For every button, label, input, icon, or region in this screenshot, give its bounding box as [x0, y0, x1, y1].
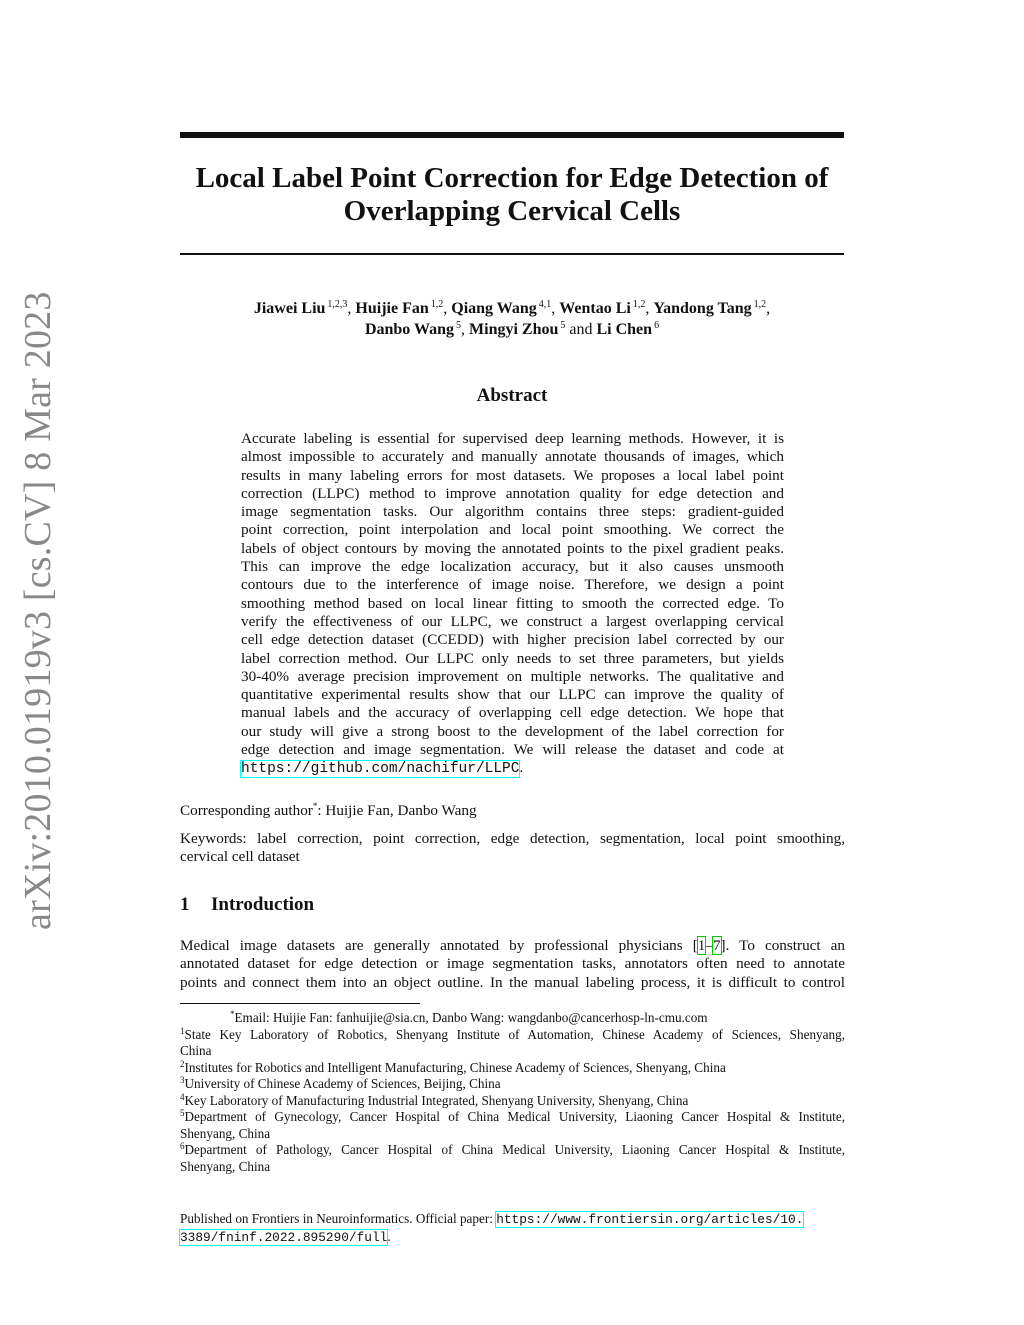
footnote	[180, 1076, 845, 1093]
abstract-line: verify the effectiveness of our LLPC, we construct a largest overlapping cervical	[241, 612, 784, 630]
author-affiliation: 1,2,3	[327, 299, 348, 310]
corresponding-label: Corresponding author	[180, 802, 313, 819]
author-affiliation: 1,2	[632, 299, 646, 310]
author-affiliation: 5	[560, 320, 566, 331]
intro-text: ]. To construct an	[720, 937, 845, 954]
author-name: Mingyi Zhou	[469, 321, 559, 338]
footnote-mark: 5	[180, 1108, 185, 1118]
corresponding-mark: *	[312, 801, 318, 811]
section-title: Introduction	[211, 894, 315, 915]
title-bottom-rule	[180, 253, 844, 255]
publication-line-1	[180, 1210, 845, 1228]
author-name: Jiawei Liu	[253, 300, 326, 317]
footnote-mark: 6	[180, 1141, 185, 1151]
author-list	[180, 298, 844, 340]
author-name: Danbo Wang	[364, 321, 455, 338]
github-link[interactable]: https://github.com/nachifur/LLPC	[241, 761, 520, 778]
author-line-2	[180, 319, 844, 340]
publication-text: Published on Frontiers in Neuroinformatics. Official paper:	[180, 1211, 497, 1226]
footnote-continuation: Shenyang, China	[180, 1158, 271, 1174]
author-separator: ,	[461, 321, 470, 338]
author-affiliation: 6	[654, 320, 660, 331]
intro-line: points and connect them into an object outline. In the manual labeling process, it is difficult to control	[180, 973, 845, 991]
author-separator: ,	[551, 300, 560, 317]
author-affiliation: 1,2	[753, 299, 767, 310]
footnote-text: State Key Laboratory of Robotics, Shenyang Institute of Automation, Chinese Academy of Sciences, Shenyang,	[184, 1026, 845, 1042]
footnote-mark: *	[230, 1009, 235, 1019]
footnote-mark: 4	[180, 1091, 185, 1102]
author-separator: ,	[645, 300, 654, 317]
author-separator: and	[565, 321, 597, 338]
author-separator: ,	[347, 300, 356, 317]
intro-line	[180, 937, 845, 955]
author-affiliation: 1,2	[430, 299, 444, 310]
author-name: Wentao Li	[559, 300, 631, 317]
footnote-mark: 1	[180, 1025, 185, 1036]
footnote-text: Department of Gynecology, Cancer Hospital of China Medical University, Liaoning Cancer Hospital & Institute,	[184, 1109, 845, 1124]
frontiers-link[interactable]: https://www.frontiersin.org/articles/10.	[496, 1212, 804, 1227]
footnote-text: Email: Huijie Fan: fanhuijie@sia.cn, Danbo Wang: wangdanbo@cancerhosp-ln-cmu.com	[234, 1010, 708, 1025]
abstract-line: results in many labeling errors for most datasets. We proposes a local label point	[241, 466, 784, 484]
author-name: Li Chen	[596, 321, 653, 338]
publication-line-2	[180, 1228, 845, 1246]
frontiers-link-continuation[interactable]: 3389/fninf.2022.895290/full	[180, 1230, 388, 1245]
arxiv-sidebar-stamp: arXiv:2010.01919v3 [cs.CV] 8 Mar 2023	[17, 291, 59, 930]
footnote-mark: 2	[180, 1058, 185, 1069]
footnote	[180, 1093, 845, 1110]
publication-note	[180, 1210, 845, 1246]
abstract-line: our study will give a strong boost to the development of the label correction for	[241, 722, 784, 740]
intro-line: annotated dataset for edge detection or image segmentation tasks, annotators often need to annotate	[180, 955, 845, 973]
footnote-rule	[180, 1003, 420, 1004]
footnote-continuation: China	[180, 1043, 212, 1058]
abstract-line: Accurate labeling is essential for supervised deep learning methods. However, it is	[241, 430, 784, 447]
abstract-line: point correction, point interpolation and local point smoothing. We correct the	[241, 521, 784, 539]
footnote	[180, 1010, 845, 1027]
footnote	[180, 1109, 845, 1126]
abstract-period: .	[519, 759, 524, 777]
footnote-text: University of Chinese Academy of Sciences, Beijing, China	[184, 1076, 501, 1091]
author-name: Huijie Fan	[355, 300, 429, 317]
footnote	[180, 1142, 845, 1159]
section-number: 1	[180, 894, 190, 915]
author-line-1	[180, 298, 844, 319]
abstract-line: labels of object contours by moving the annotated points to the pixel gradient peaks.	[241, 539, 784, 557]
author-affiliation: 5	[456, 320, 462, 331]
author-name: Yandong Tang	[653, 300, 752, 317]
author-name: Qiang Wang	[451, 300, 537, 317]
footnote-text: Key Laboratory of Manufacturing Industrial Integrated, Shenyang University, Shenyang, China	[184, 1092, 689, 1108]
abstract-line: almost impossible to accurately and manually annotate thousands of images, which	[241, 448, 784, 466]
citation-dash: –	[705, 937, 713, 954]
abstract-body	[241, 430, 784, 779]
author-affiliation: 4,1	[538, 299, 552, 310]
abstract-line: edge detection and image segmentation. We will release the dataset and code at	[241, 741, 784, 759]
abstract-heading: Abstract	[476, 385, 548, 406]
keywords	[180, 830, 845, 867]
title-line-2: Overlapping Cervical Cells	[343, 195, 681, 227]
intro-paragraph	[180, 937, 845, 992]
abstract-line: correction (LLPC) method to improve annotation quality for edge detection and	[241, 484, 784, 502]
abstract-line: smoothing method based on local linear fitting to smooth the corrected edge. To	[241, 594, 784, 612]
abstract-line: 30-40% average precision improvement on multiple networks. The qualitative and	[241, 667, 784, 685]
corresponding-author	[180, 802, 845, 820]
keywords-line-2: cervical cell dataset	[180, 848, 300, 866]
footnote-text: Department of Pathology, Cancer Hospital of China Medical University, Liaoning Cancer Hospital & Institute,	[184, 1142, 845, 1157]
keywords-line-1: Keywords: label correction, point correction, edge detection, segmentation, local point smoothing,	[180, 830, 845, 847]
abstract-line: label correction method. Our LLPC only needs to set three parameters, but yields	[241, 649, 784, 667]
abstract-line: cell edge detection dataset (CCEDD) with higher precision label corrected by our	[241, 631, 784, 649]
section-heading	[180, 894, 314, 916]
citation-link[interactable]: 7	[712, 937, 721, 954]
author-separator: ,	[443, 300, 452, 317]
footnote-text: Institutes for Robotics and Intelligent Manufacturing, Chinese Academy of Sciences, Shenyang, China	[184, 1059, 726, 1075]
abstract-line: This can improve the edge localization accuracy, but it also causes unsmooth	[241, 558, 784, 576]
intro-text: Medical image datasets are generally annotated by professional physicians [	[180, 937, 698, 954]
publication-period: .	[387, 1229, 391, 1244]
footnote	[180, 1027, 845, 1044]
title-top-rule	[180, 132, 844, 138]
citation-link[interactable]: 1	[697, 937, 706, 954]
abstract-last-line	[241, 759, 784, 778]
title-line-1: Local Label Point Correction for Edge Detection of	[195, 162, 829, 194]
corresponding-names: : Huijie Fan, Danbo Wang	[317, 802, 477, 819]
footnote-mark: 3	[180, 1075, 185, 1085]
author-separator: ,	[766, 300, 771, 317]
abstract-line: manual labels and the accuracy of overlapping cell edge detection. We hope that	[241, 704, 784, 722]
abstract-line: quantitative experimental results show that our LLPC can improve the quality of	[241, 686, 784, 704]
paper-title	[180, 162, 844, 228]
abstract-line: contours due to the interference of image noise. Therefore, we design a point	[241, 576, 784, 594]
footnote	[180, 1060, 845, 1077]
footnote-continuation: Shenyang, China	[180, 1125, 271, 1141]
footnotes	[180, 1010, 845, 1175]
abstract-line: image segmentation tasks. Our algorithm contains three steps: gradient-guided	[241, 503, 784, 521]
